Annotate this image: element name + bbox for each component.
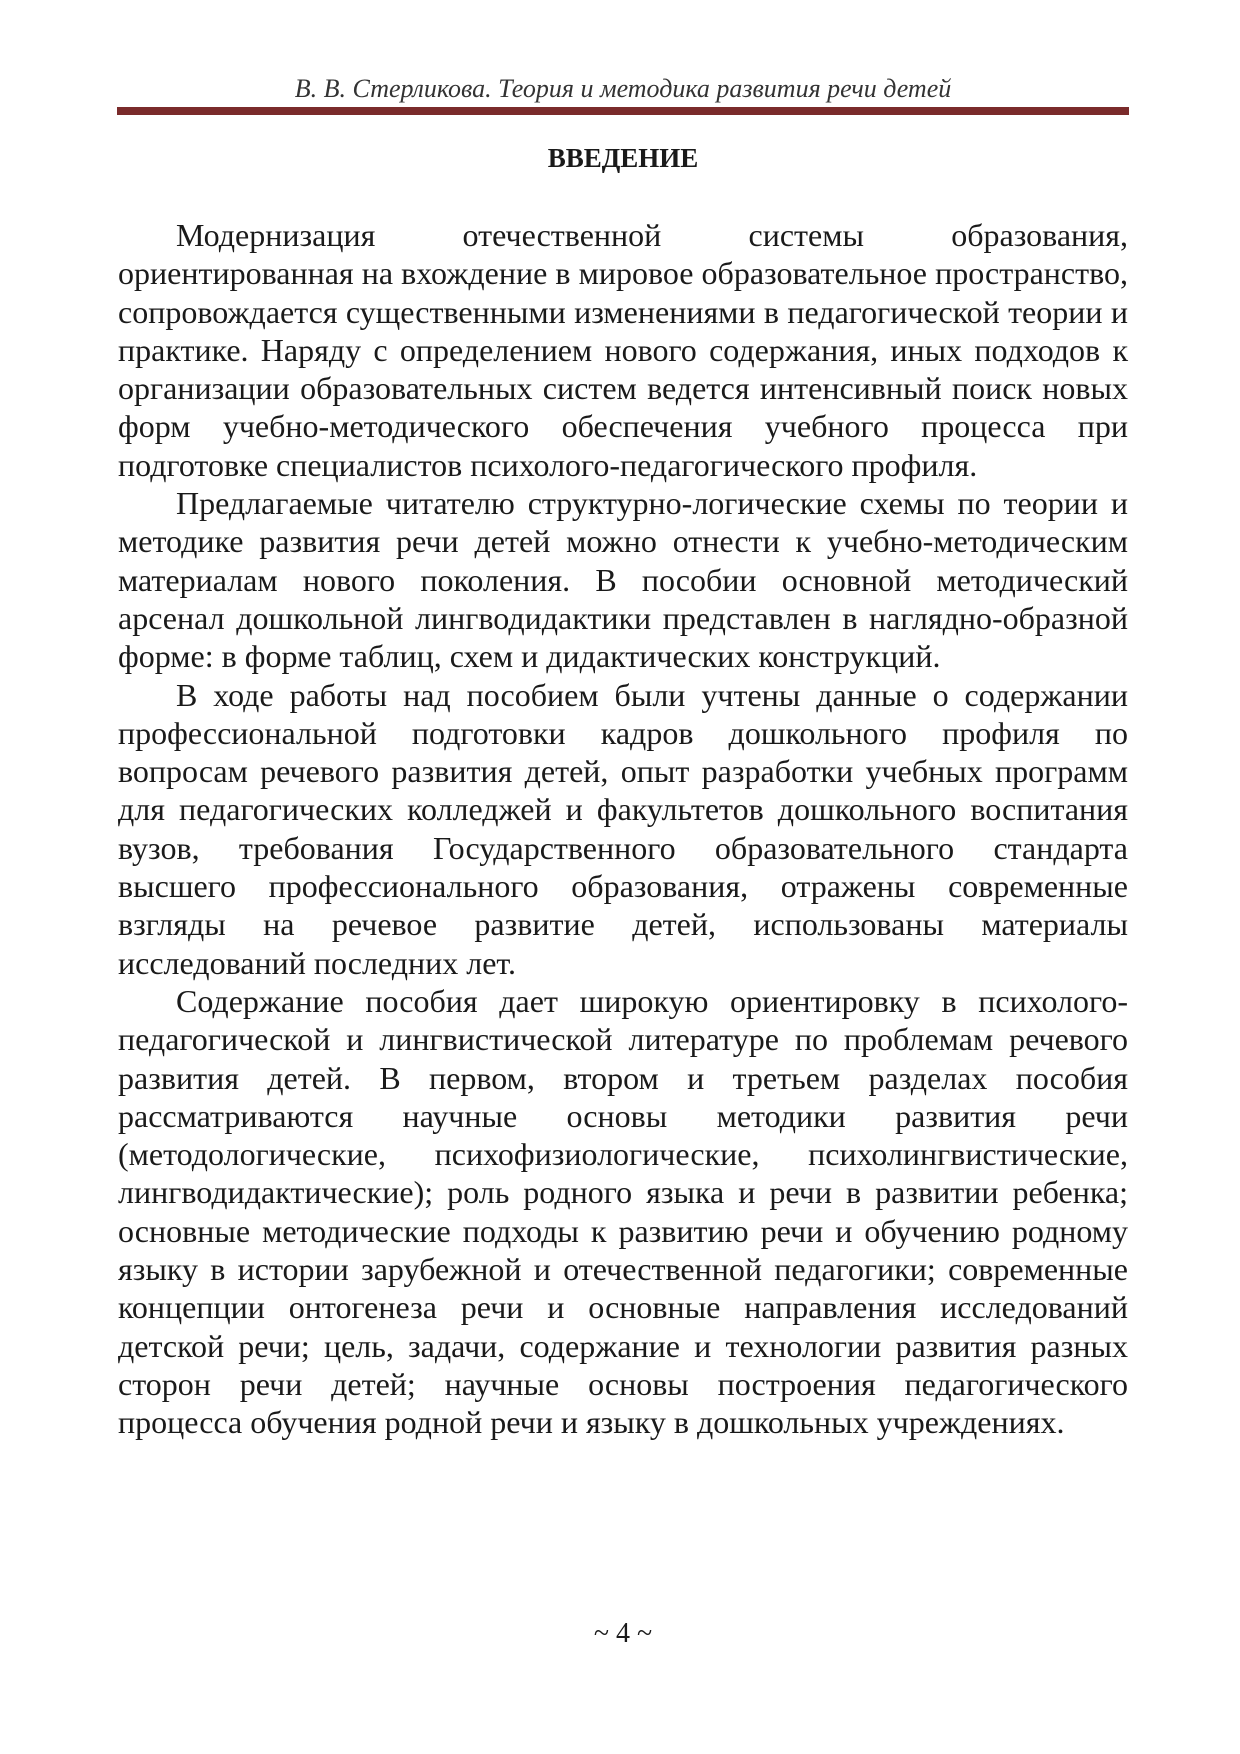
header-divider: [117, 107, 1129, 115]
paragraph: Предлагаемые читателю структурно-логические схемы по теории и методике развития речи детей можно отнести к учебно-методическим материалам нового поколения. В пособии основной методический арсенал дошкольной лингводидактики представлен в наглядно-образной форме: в форме таблиц, схем и дидактических конструкций.: [118, 485, 1128, 675]
paragraph: Содержание пособия дает широкую ориентировку в психолого-педагогической и лингвистической литературе по проблемам речевого развития детей. В первом, втором и третьем разделах пособия рассматриваются научные основы методики развития речи (методологические, психофизиологические, психолингвистические, лингводидактические); роль родного языка и речи в развитии ребенка; основные методические подходы к развитию речи и обучению родному языку в истории зарубежной и отечественной педагогики; современные концепции онтогенеза речи и основные направления исследований детской речи; цель, задачи, содержание и технологии развития разных сторон речи детей; научные основы построения педагогического процесса обучения родной речи и языку в дошкольных учреждениях.: [118, 982, 1128, 1441]
section-title: ВВЕДЕНИЕ: [547, 143, 699, 173]
paragraph: В ходе работы над пособием были учтены данные о содержании профессиональной подготовки кадров дошкольного профиля по вопросам речевого развития детей, опыт разработки учебных программ для педагогических колледжей и факультетов дошкольного воспитания вузов, требования Государственного образовательного стандарта высшего профессионального образования, отражены современные взгляды на речевое развитие детей, использованы материалы исследований последних лет.: [118, 676, 1128, 981]
page-number: ~ 4 ~: [593, 1618, 653, 1649]
running-header: В. В. Стерликова. Теория и методика развития речи детей: [294, 74, 952, 103]
body-text: [118, 216, 1128, 1442]
paragraph: Модернизация отечественной системы образования, ориентированная на вхождение в мировое образовательное пространство, сопровождается существенными изменениями в педагогической теории и практике. Наряду с определением нового содержания, иных подходов к организации образовательных систем ведется интенсивный поиск новых форм учебно-методического обеспечения учебного процесса при подготовке специалистов психолого-педагогического профиля.: [118, 217, 1128, 483]
